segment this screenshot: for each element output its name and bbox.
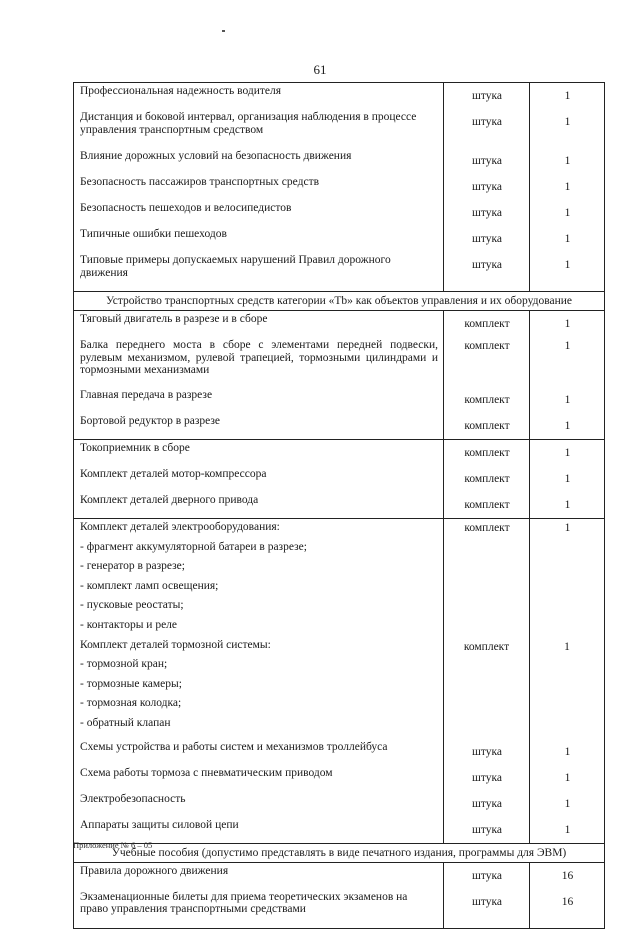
item-qty: 1 bbox=[530, 200, 605, 226]
table-row bbox=[74, 817, 605, 844]
item-unit: штука bbox=[444, 148, 530, 174]
item-name: Схема работы тормоза с пневматическим приводом bbox=[74, 765, 444, 791]
section-header-row bbox=[74, 843, 605, 862]
item-qty: 1 bbox=[530, 109, 605, 148]
page-number: 61 bbox=[313, 62, 327, 77]
table-row bbox=[74, 226, 605, 252]
item-unit: комплект bbox=[444, 413, 530, 440]
table-row bbox=[74, 739, 605, 765]
item-unit: комплект bbox=[444, 492, 530, 519]
table-row bbox=[74, 519, 605, 739]
table-row bbox=[74, 200, 605, 226]
item-qty: 1 bbox=[530, 791, 605, 817]
group-unit-cell bbox=[444, 519, 530, 739]
item-qty: 1 bbox=[564, 641, 570, 653]
table-row bbox=[74, 889, 605, 929]
item-unit: штука bbox=[444, 791, 530, 817]
item-unit: комплект bbox=[444, 387, 530, 413]
list-line: - контакторы и реле bbox=[80, 618, 178, 631]
list-line: - обратный клапан bbox=[80, 716, 171, 729]
list-line: - фрагмент аккумуляторной батареи в разрезе; bbox=[80, 540, 307, 553]
item-unit: штука bbox=[444, 765, 530, 791]
table-row bbox=[74, 109, 605, 148]
table-row bbox=[74, 791, 605, 817]
table-row bbox=[74, 311, 605, 338]
item-qty: 16 bbox=[530, 889, 605, 929]
list-line: Комплект деталей тормозной системы: bbox=[80, 638, 271, 651]
item-unit: комплект bbox=[463, 641, 510, 653]
item-qty: 1 bbox=[530, 174, 605, 200]
item-name: Тяговый двигатель в разрезе и в сборе bbox=[74, 311, 444, 338]
list-line: Комплект деталей электрооборудования: bbox=[80, 521, 280, 533]
item-qty: 1 bbox=[530, 226, 605, 252]
item-name: Профессиональная надежность водителя bbox=[74, 83, 444, 110]
component-kits-list bbox=[74, 519, 444, 739]
table-row bbox=[74, 83, 605, 110]
footer-note: Приложение № 6 – 05 bbox=[73, 840, 153, 850]
item-qty: 1 bbox=[530, 440, 605, 467]
list-line: - комплект ламп освещения; bbox=[80, 579, 219, 592]
item-name: Схемы устройства и работы систем и механизмов троллейбуса bbox=[74, 739, 444, 765]
item-unit: штука bbox=[444, 862, 530, 889]
section-header-vehicle-design: Устройство транспортных средств категории «Tb» как объектов управления и их оборудование bbox=[74, 292, 605, 311]
item-unit: комплект bbox=[444, 440, 530, 467]
item-name: Аппараты защиты силовой цепи bbox=[74, 817, 444, 844]
item-unit: комплект bbox=[444, 466, 530, 492]
table-row bbox=[74, 492, 605, 519]
table-row bbox=[74, 765, 605, 791]
item-qty: 1 bbox=[530, 466, 605, 492]
item-qty: 1 bbox=[530, 83, 605, 110]
item-unit: штука bbox=[444, 200, 530, 226]
item-name: Главная передача в разрезе bbox=[74, 387, 444, 413]
item-name: Комплект деталей дверного привода bbox=[74, 492, 444, 519]
item-name: Безопасность пешеходов и велосипедистов bbox=[74, 200, 444, 226]
item-name: Дистанция и боковой интервал, организация наблюдения в процессе управления транспортным средством bbox=[74, 109, 444, 148]
table-row bbox=[74, 413, 605, 440]
table-row bbox=[74, 252, 605, 292]
item-name: Токоприемник в сборе bbox=[74, 440, 444, 467]
table-row bbox=[74, 148, 605, 174]
item-qty: 1 bbox=[530, 413, 605, 440]
table-row bbox=[74, 174, 605, 200]
item-name: Экзаменационные билеты для приема теоретических экзаменов на право управления транспортными средствами bbox=[74, 889, 444, 929]
item-qty: 1 bbox=[530, 817, 605, 844]
item-name: Влияние дорожных условий на безопасность движения bbox=[74, 148, 444, 174]
item-qty: 1 bbox=[530, 492, 605, 519]
item-name: Комплект деталей мотор-компрессора bbox=[74, 466, 444, 492]
equipment-table bbox=[73, 82, 605, 929]
table-row bbox=[74, 387, 605, 413]
item-unit: штука bbox=[444, 889, 530, 929]
list-line: - пусковые реостаты; bbox=[80, 599, 184, 612]
item-qty: 1 bbox=[530, 148, 605, 174]
item-qty: 1 bbox=[530, 337, 605, 387]
item-qty: 1 bbox=[530, 311, 605, 338]
item-qty: 1 bbox=[564, 522, 571, 534]
item-unit: штука bbox=[444, 817, 530, 844]
list-line: - тормозная колодка; bbox=[80, 697, 182, 710]
item-name: Балка переднего моста в сборе с элементами передней подвески, рулевым механизмом, рулевой трапецией, тормозными цилиндрами и тормозными механизмами bbox=[74, 337, 444, 387]
item-unit: комплект bbox=[444, 311, 530, 338]
item-unit: штука bbox=[444, 174, 530, 200]
list-line: - тормозной кран; bbox=[80, 658, 168, 671]
item-unit: комплект bbox=[444, 337, 530, 387]
table-row bbox=[74, 466, 605, 492]
item-qty: 16 bbox=[530, 862, 605, 889]
table-row bbox=[74, 862, 605, 889]
item-qty: 1 bbox=[530, 387, 605, 413]
table-row bbox=[74, 337, 605, 387]
item-name: Безопасность пассажиров транспортных средств bbox=[74, 174, 444, 200]
item-name: Типичные ошибки пешеходов bbox=[74, 226, 444, 252]
item-name: Правила дорожного движения bbox=[74, 862, 444, 889]
item-unit: штука bbox=[444, 739, 530, 765]
item-unit: штука bbox=[444, 83, 530, 110]
scan-speck bbox=[222, 30, 225, 32]
table-row bbox=[74, 440, 605, 467]
item-unit: комплект bbox=[464, 522, 510, 534]
item-unit: штука bbox=[444, 109, 530, 148]
list-line: - генератор в разрезе; bbox=[80, 560, 185, 573]
item-name: Электробезопасность bbox=[74, 791, 444, 817]
item-name: Бортовой редуктор в разрезе bbox=[74, 413, 444, 440]
group-qty-cell bbox=[530, 519, 605, 739]
item-qty: 1 bbox=[530, 739, 605, 765]
item-unit: штука bbox=[444, 252, 530, 292]
item-qty: 1 bbox=[530, 765, 605, 791]
item-name: Типовые примеры допускаемых нарушений Правил дорожного движения bbox=[74, 252, 444, 292]
section-header-study-aids: Учебные пособия (допустимо представлять в виде печатного издания, программы для ЭВМ) bbox=[74, 843, 605, 862]
list-line: - тормозные камеры; bbox=[80, 677, 182, 690]
item-qty: 1 bbox=[530, 252, 605, 292]
section-header-row bbox=[74, 292, 605, 311]
item-unit: штука bbox=[444, 226, 530, 252]
